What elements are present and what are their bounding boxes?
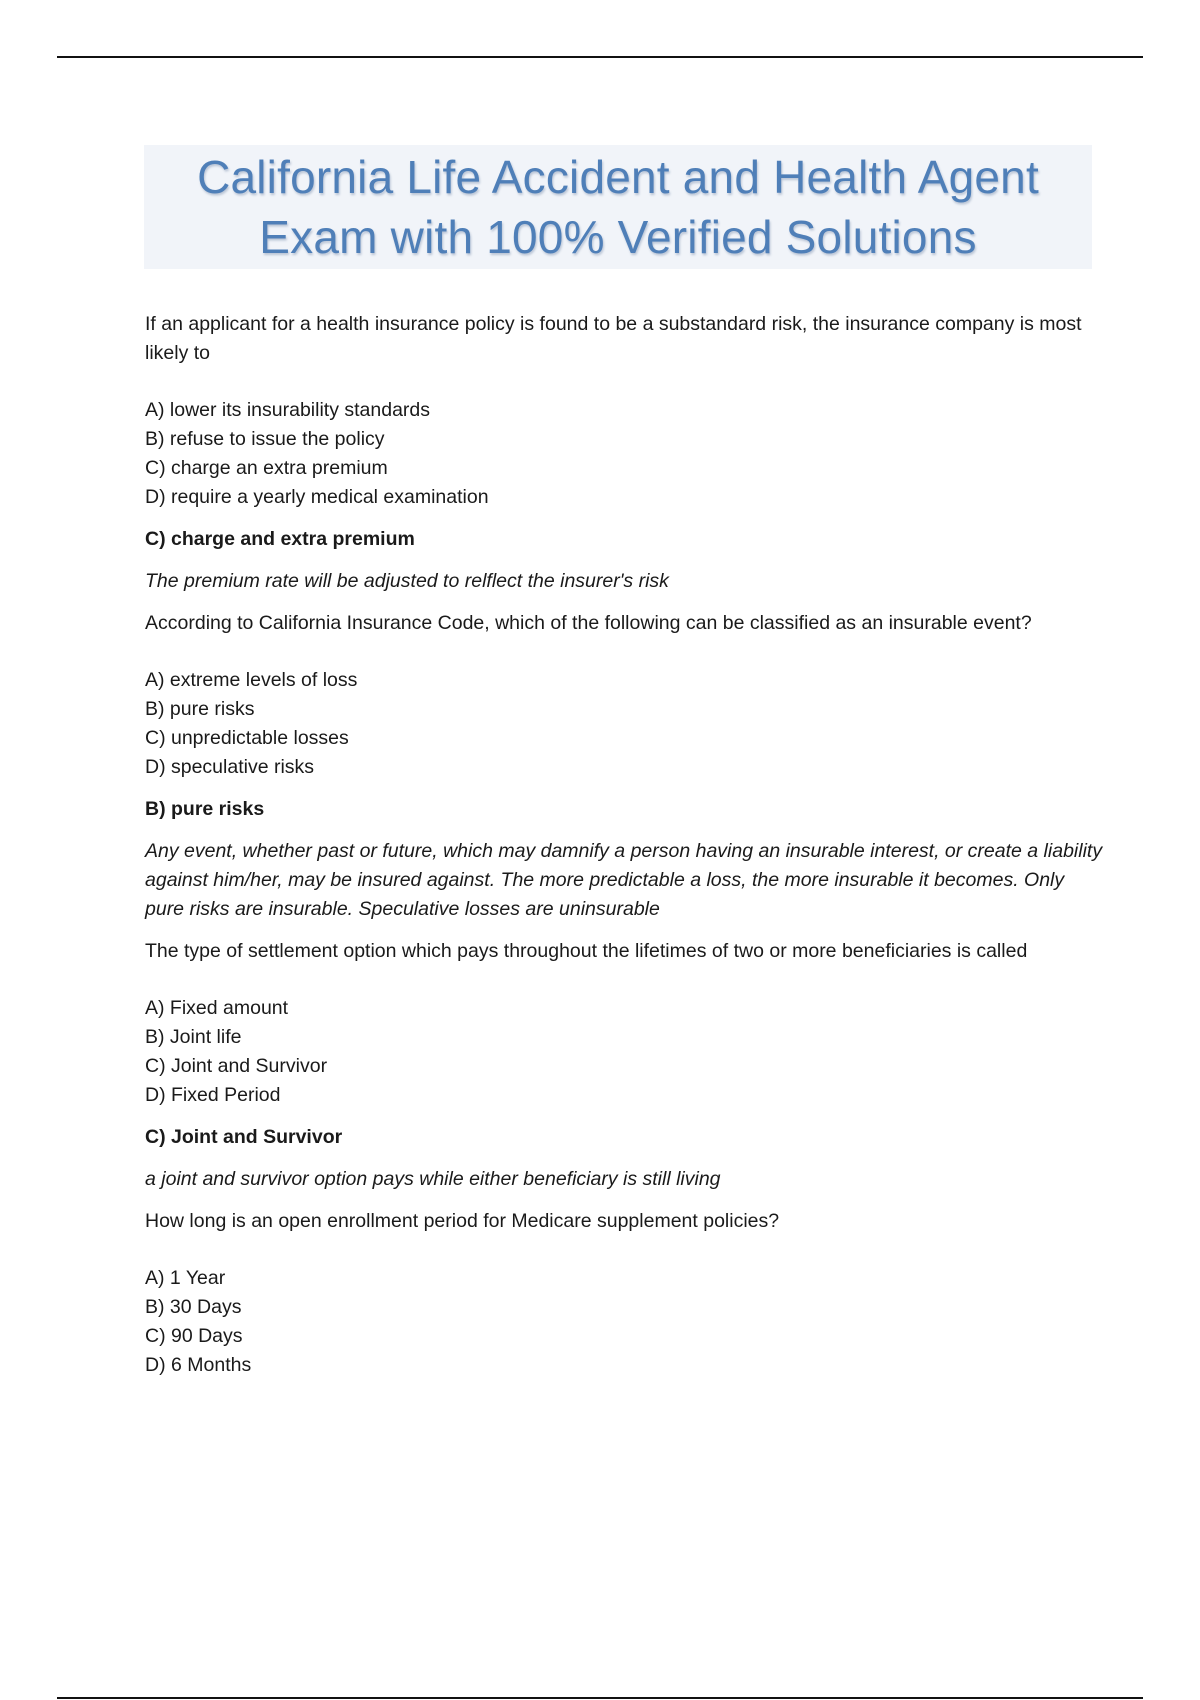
question-text: The type of settlement option which pays throughout the lifetimes of two or more beneficiaries is called <box>145 940 1028 962</box>
option-item: A) lower its insurability standards <box>145 399 431 421</box>
options-list <box>145 666 1105 782</box>
option-item: D) speculative risks <box>145 756 315 778</box>
title-line-2: Exam with 100% Verified Solutions <box>259 211 977 263</box>
question-text: According to California Insurance Code, which of the following can be classified as an insurable event? <box>145 612 1032 634</box>
title-banner <box>144 145 1092 269</box>
answer-text: B) pure risks <box>145 798 265 820</box>
qa-item <box>145 1207 1105 1380</box>
option-item: D) Fixed Period <box>145 1084 281 1106</box>
options-list <box>145 1264 1105 1380</box>
question-text: How long is an open enrollment period for Medicare supplement policies? <box>145 1210 780 1232</box>
qa-item <box>145 937 1105 1194</box>
option-item: A) Fixed amount <box>145 997 289 1019</box>
options-list <box>145 994 1105 1110</box>
options-list <box>145 396 1105 512</box>
option-item: C) Joint and Survivor <box>145 1055 328 1077</box>
option-item: B) 30 Days <box>145 1296 242 1318</box>
option-item: C) unpredictable losses <box>145 727 349 749</box>
answer-text: C) charge and extra premium <box>145 528 415 550</box>
option-item: A) extreme levels of loss <box>145 669 358 691</box>
option-item: B) Joint life <box>145 1026 242 1048</box>
qa-content <box>145 310 1105 1393</box>
question-text: If an applicant for a health insurance policy is found to be a substandard risk, the insurance company is most likely to <box>145 313 1082 364</box>
top-rule <box>57 56 1143 58</box>
option-item: C) 90 Days <box>145 1325 243 1347</box>
title-line-1: California Life Accident and Health Agent <box>197 151 1039 203</box>
option-item: D) require a yearly medical examination <box>145 486 489 508</box>
option-item: B) refuse to issue the policy <box>145 428 385 450</box>
explanation-text: The premium rate will be adjusted to relflect the insurer's risk <box>145 570 669 592</box>
option-item: C) charge an extra premium <box>145 457 388 479</box>
qa-item <box>145 310 1105 596</box>
qa-item <box>145 609 1105 924</box>
explanation-text: Any event, whether past or future, which may damnify a person having an insurable interest, or create a liability against him/her, may be insured against. The more predictable a loss, the more insurable it becomes. Only pure risks are insurable. Speculative losses are uninsurable <box>145 840 1103 920</box>
option-item: D) 6 Months <box>145 1354 252 1376</box>
option-item: B) pure risks <box>145 698 255 720</box>
bottom-rule <box>57 1697 1143 1699</box>
answer-text: C) Joint and Survivor <box>145 1126 343 1148</box>
explanation-text: a joint and survivor option pays while either beneficiary is still living <box>145 1168 721 1190</box>
option-item: A) 1 Year <box>145 1267 226 1289</box>
